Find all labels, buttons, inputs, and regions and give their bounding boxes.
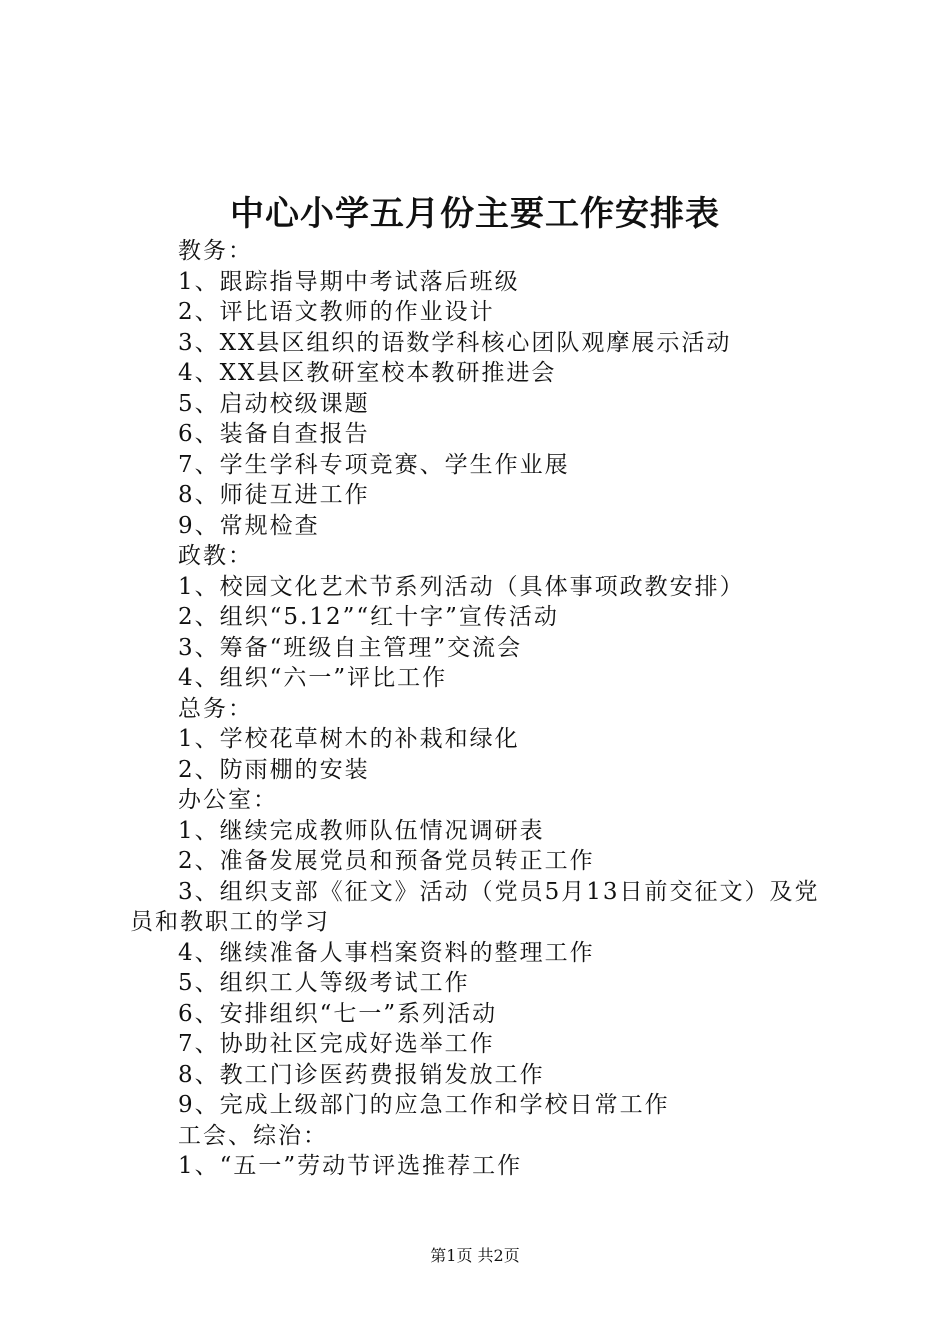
list-item: 2、防雨棚的安装 [178, 756, 370, 783]
list-item: 4、XX县区教研室校本教研推进会 [178, 360, 557, 386]
list-item: 9、常规检查 [178, 512, 320, 539]
section-heading-jiaowu: 教务： [178, 238, 253, 264]
list-item: 5、启动校级课题 [178, 390, 370, 417]
list-item: 1、跟踪指导期中考试落后班级 [178, 268, 520, 295]
list-item: 2、组织“5.12”“红十字”宣传活动 [178, 604, 559, 630]
list-item: 1、学校花草树木的补栽和绿化 [178, 726, 520, 752]
list-item: 3、XX县区组织的语数学科核心团队观摩展示活动 [178, 329, 732, 356]
list-item: 7、学生学科专项竞赛、学生作业展 [178, 451, 570, 478]
list-item: 3、组织支部《征文》活动（党员5月13日前交征文）及党员和教职工的学习 [130, 878, 820, 935]
section-heading-zongwu: 总务： [178, 695, 253, 722]
list-item: 2、评比语文教师的作业设计 [178, 299, 495, 325]
section-heading-gonghui: 工会、综治： [178, 1122, 328, 1149]
list-item: 4、继续准备人事档案资料的整理工作 [178, 939, 595, 966]
list-item: 7、协助社区完成好选举工作 [178, 1031, 495, 1057]
list-item: 2、准备发展党员和预备党员转正工作 [178, 848, 595, 874]
document-title: 中心小学五月份主要工作安排表 [230, 194, 720, 234]
list-item: 8、师徒互进工作 [178, 482, 370, 508]
list-item: 9、完成上级部门的应急工作和学校日常工作 [178, 1092, 670, 1118]
list-item: 5、组织工人等级考试工作 [178, 970, 470, 996]
list-item: 1、继续完成教师队伍情况调研表 [178, 817, 545, 844]
list-item: 3、筹备“班级自主管理”交流会 [178, 634, 523, 661]
list-item: 1、校园文化艺术节系列活动（具体事项政教安排） [178, 573, 745, 600]
document-body [130, 236, 840, 1182]
section-heading-zhengjiao: 政教： [178, 543, 253, 569]
list-item: 6、装备自查报告 [178, 421, 370, 447]
list-item: 1、“五一”劳动节评选推荐工作 [178, 1153, 523, 1179]
section-heading-bangongshi: 办公室： [178, 787, 278, 813]
list-item: 8、教工门诊医药费报销发放工作 [178, 1061, 545, 1088]
page-number: 第1页 共2页 [430, 1246, 520, 1265]
list-item: 4、组织“六一”评比工作 [178, 665, 448, 691]
list-item: 6、安排组织“七一”系列活动 [178, 1000, 498, 1027]
